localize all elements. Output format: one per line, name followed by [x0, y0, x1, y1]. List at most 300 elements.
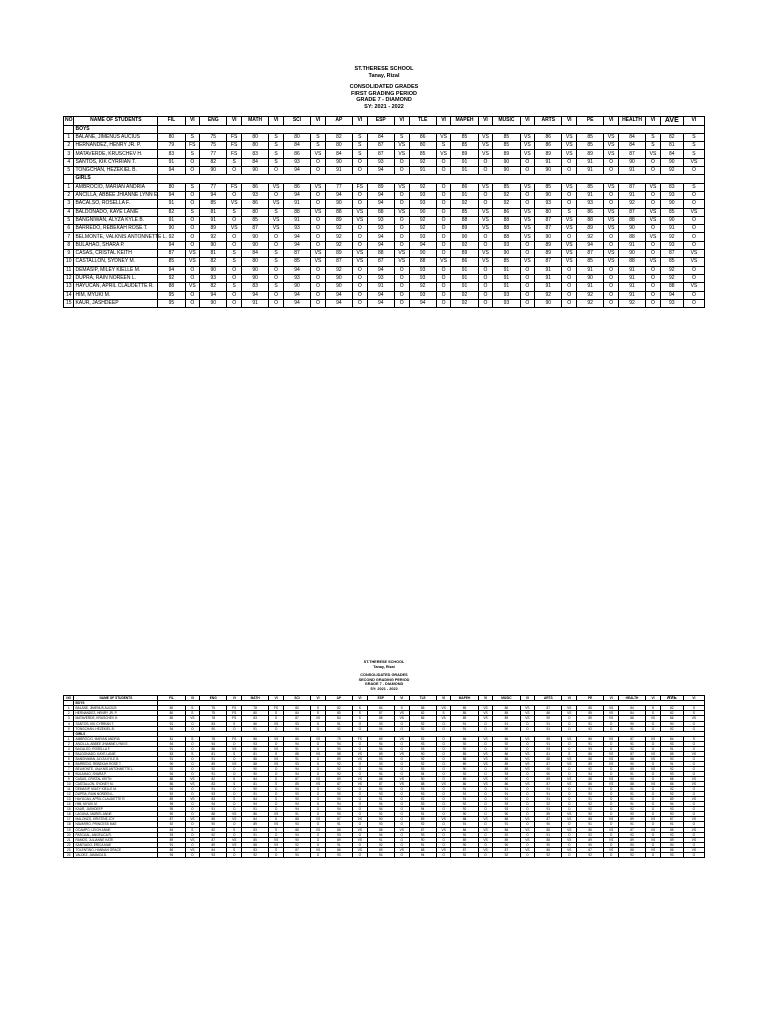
grade-cell: 94 — [577, 241, 604, 249]
grade-cell: VS — [311, 777, 326, 782]
grade-cell: S — [227, 782, 242, 787]
grade-cell: 90 — [325, 158, 352, 166]
grade-cell: 93 — [493, 802, 520, 807]
grade-cell: 87 — [325, 782, 352, 787]
grade-cell: 94 — [367, 167, 394, 175]
grade-cell: O — [185, 812, 200, 817]
grade-cell: 93 — [409, 200, 436, 208]
average-cell: 83 — [660, 183, 683, 191]
average-vi-cell: VS — [683, 847, 704, 852]
grade-cell: 88 — [493, 756, 520, 761]
grade-cell: 93 — [493, 807, 520, 812]
grade-cell: 84 — [367, 706, 394, 711]
grade-cell: VS — [353, 847, 368, 852]
average-cell: 93 — [660, 299, 683, 307]
grade-cell: O — [604, 746, 619, 751]
grade-cell: 91 — [283, 746, 310, 751]
grade-cell: 86 — [451, 183, 478, 191]
grade-cell: 91 — [158, 216, 185, 224]
grade-cell: VS — [394, 150, 409, 158]
grade-cell: O — [185, 741, 200, 746]
grade-cell: 88 — [325, 208, 352, 216]
grade-cell: FS — [227, 133, 242, 141]
grade-cell: 83 — [242, 716, 269, 721]
grade-cell: VS — [646, 817, 661, 822]
grade-cell: 95 — [158, 299, 185, 307]
grade-cell: O — [646, 721, 661, 726]
grade-cell: O — [311, 233, 326, 241]
average-cell: 88 — [660, 777, 683, 782]
grade-cell: 89 — [325, 250, 352, 258]
grade-cell: O — [353, 158, 368, 166]
grade-cell: O — [604, 200, 619, 208]
col-header-subject: VI — [646, 696, 661, 701]
grade-cell: VS — [478, 847, 493, 852]
grade-cell: VS — [394, 716, 409, 721]
student-name: CASTALLON, SYDNEY M. — [74, 258, 158, 266]
grade-cell: VS — [436, 782, 451, 787]
grade-cell: 86 — [493, 751, 520, 756]
grade-cell: O — [646, 225, 661, 233]
grade-cell: 88 — [409, 782, 436, 787]
grade-cell: 91 — [409, 167, 436, 175]
student-row — [64, 266, 705, 274]
col-header-subject: HEALTH — [618, 696, 645, 701]
section-filler — [158, 125, 705, 133]
grade-cell: 86 — [283, 736, 310, 741]
grade-cell: 91 — [618, 167, 645, 175]
col-header-subject: VI — [604, 696, 619, 701]
grade-cell: VS — [520, 142, 535, 150]
col-header-subject: VI — [562, 696, 577, 701]
grade-cell: O — [353, 200, 368, 208]
grade-cell: O — [185, 225, 200, 233]
grade-cell: O — [436, 167, 451, 175]
grade-cell: O — [436, 771, 451, 776]
grade-cell: 88 — [409, 258, 436, 266]
grade-cell: 80 — [242, 208, 269, 216]
grade-cell: 87 — [535, 258, 562, 266]
grade-cell: O — [353, 802, 368, 807]
grade-cell: VS — [604, 751, 619, 756]
average-cell: 82 — [660, 706, 683, 711]
grade-cell: 84 — [242, 777, 269, 782]
col-header-subject: ENG — [200, 696, 227, 701]
grade-cell: 87 — [367, 782, 394, 787]
grade-cell: O — [311, 726, 326, 731]
grade-cell: O — [436, 792, 451, 797]
student-row — [64, 200, 705, 208]
student-row — [64, 852, 705, 857]
grade-cell: O — [520, 191, 535, 199]
grade-cell: 83 — [242, 283, 269, 291]
average-vi-cell: O — [683, 766, 704, 771]
grade-cell: 86 — [451, 736, 478, 741]
grade-cell: O — [311, 832, 326, 837]
grade-cell: O — [520, 250, 535, 258]
student-no: 5 — [64, 726, 74, 731]
grade-cell: 94 — [283, 299, 310, 307]
grade-cell: 94 — [367, 787, 394, 792]
grade-cell: O — [562, 802, 577, 807]
student-no: 3 — [64, 150, 74, 158]
grade-cell: S — [185, 150, 200, 158]
grade-cell: VS — [353, 827, 368, 832]
grade-cell: 87 — [493, 847, 520, 852]
grade-cell: O — [394, 266, 409, 274]
average-vi-cell: O — [683, 802, 704, 807]
grade-cell: O — [269, 167, 284, 175]
student-name: PASCUAL, ANGELICA R. — [74, 832, 158, 837]
grade-cell: O — [646, 787, 661, 792]
grade-cell: O — [311, 842, 326, 847]
grade-cell: 93 — [409, 274, 436, 282]
grade-cell: 92 — [493, 832, 520, 837]
grade-cell: 94 — [200, 741, 227, 746]
grade-cell: 90 — [535, 766, 562, 771]
grade-cell: VS — [646, 756, 661, 761]
grade-cell: VS — [394, 250, 409, 258]
average-cell: 92 — [660, 792, 683, 797]
student-name: KAUR, JASHDEEP — [74, 807, 158, 812]
grade-cell: 89 — [325, 756, 352, 761]
grade-cell: VS — [394, 183, 409, 191]
grade-cell: 83 — [200, 797, 227, 802]
grade-cell: O — [562, 832, 577, 837]
grade-cell: 93 — [367, 274, 394, 282]
grade-cell: VS — [604, 817, 619, 822]
grade-cell: O — [185, 726, 200, 731]
grade-cell: O — [185, 299, 200, 307]
grade-cell: O — [436, 225, 451, 233]
grade-cell: O — [185, 233, 200, 241]
grade-cell: VS — [562, 225, 577, 233]
grade-cell: 91 — [493, 721, 520, 726]
grade-cell: 81 — [200, 208, 227, 216]
grade-cell: 91 — [493, 266, 520, 274]
grade-cell: 84 — [618, 706, 645, 711]
grade-cell: VS — [311, 751, 326, 756]
grade-cell: 91 — [242, 807, 269, 812]
student-name: NAVARRO, PRINCESS MAE — [74, 822, 158, 827]
grade-cell: VS — [478, 736, 493, 741]
student-name: SANTOS, KIK CYRRIAN T. — [74, 158, 158, 166]
grade-cell: 93 — [283, 822, 310, 827]
grade-cell: 75 — [200, 706, 227, 711]
student-row — [64, 142, 705, 150]
grade-cell: VS — [520, 133, 535, 141]
grade-cell: O — [394, 837, 409, 842]
grade-cell: VS — [311, 827, 326, 832]
grade-cell: VS — [562, 711, 577, 716]
grade-cell: 92 — [367, 812, 394, 817]
grade-cell: 92 — [493, 191, 520, 199]
grade-cell: VS — [269, 812, 284, 817]
grade-cell: 90 — [200, 167, 227, 175]
average-cell: 82 — [660, 133, 683, 141]
grade-cell: O — [185, 822, 200, 827]
grade-cell: O — [436, 852, 451, 857]
grade-cell: 88 — [200, 812, 227, 817]
grade-cell: VS — [520, 766, 535, 771]
grade-cell: 88 — [367, 777, 394, 782]
average-cell: 86 — [660, 847, 683, 852]
col-header-subject: MATH — [242, 116, 269, 125]
grade-cell: 90 — [618, 842, 645, 847]
grade-cell: 91 — [618, 274, 645, 282]
grade-cell: O — [394, 787, 409, 792]
student-name: BACALSO, ROSELLA F. — [74, 746, 158, 751]
grade-cell: 93 — [577, 200, 604, 208]
grade-cell: VS — [478, 225, 493, 233]
grade-cell: VS — [520, 837, 535, 842]
student-no: 13 — [64, 797, 74, 802]
grade-cell: 89 — [367, 736, 394, 741]
grade-cell: FS — [353, 183, 368, 191]
grade-cell: 86 — [493, 827, 520, 832]
average-vi-cell: O — [683, 167, 704, 175]
average-vi-cell: VS — [683, 777, 704, 782]
average-cell: 90 — [660, 756, 683, 761]
student-no: 2 — [64, 142, 74, 150]
school-year: SY: 2021 - 2022 — [364, 103, 404, 110]
grade-cell: 90 — [618, 225, 645, 233]
grade-cell: O — [353, 721, 368, 726]
grade-cell: O — [604, 807, 619, 812]
grade-cell: O — [353, 832, 368, 837]
grade-cell: S — [227, 797, 242, 802]
grade-cell: 91 — [158, 746, 185, 751]
grade-cell: 91 — [283, 200, 310, 208]
grade-cell: VS — [185, 817, 200, 822]
grade-cell: O — [646, 746, 661, 751]
grade-cell: S — [185, 751, 200, 756]
grade-cell: 91 — [618, 283, 645, 291]
grade-cell: 89 — [451, 777, 478, 782]
grade-cell: 84 — [242, 817, 269, 822]
average-cell: 84 — [660, 736, 683, 741]
grade-cell: O — [604, 771, 619, 776]
grade-cell: 80 — [158, 183, 185, 191]
grade-cell: 88 — [158, 777, 185, 782]
grade-cell: O — [269, 807, 284, 812]
student-no: 22 — [64, 842, 74, 847]
grade-cell: 92 — [451, 852, 478, 857]
grade-cell: 91 — [493, 274, 520, 282]
grade-cell: 86 — [493, 706, 520, 711]
grade-cell: 85 — [577, 183, 604, 191]
grade-cell: 90 — [367, 817, 394, 822]
grade-cell: 80 — [158, 133, 185, 141]
grade-cell: 88 — [283, 751, 310, 756]
average-vi-cell: VS — [683, 158, 704, 166]
student-row — [64, 158, 705, 166]
grade-cell: 89 — [367, 183, 394, 191]
grade-cell: O — [436, 274, 451, 282]
grade-cell: S — [353, 706, 368, 711]
average-vi-cell: O — [683, 842, 704, 847]
grade-cell: 87 — [367, 150, 394, 158]
grade-cell: 84 — [242, 158, 269, 166]
grade-cell: 93 — [367, 225, 394, 233]
grade-cell: O — [562, 200, 577, 208]
grade-cell: 85 — [451, 706, 478, 711]
grade-cell: VS — [269, 837, 284, 842]
col-header-no: NO — [65, 117, 73, 124]
school-location: Tanay, Rizal — [373, 664, 395, 669]
grade-cell: 84 — [618, 133, 645, 141]
grade-cell: O — [478, 787, 493, 792]
grade-cell: 90 — [200, 822, 227, 827]
student-no: 14 — [64, 291, 74, 299]
col-header-ave: AVE — [660, 696, 683, 701]
grade-cell: 85 — [577, 133, 604, 141]
grade-cell: 86 — [577, 782, 604, 787]
grade-cell: 87 — [451, 847, 478, 852]
grade-cell: 91 — [577, 741, 604, 746]
grade-cell: S — [394, 133, 409, 141]
student-no: 16 — [64, 812, 74, 817]
grade-cell: 94 — [200, 802, 227, 807]
grade-cell: 90 — [493, 158, 520, 166]
grade-cell: 94 — [283, 233, 310, 241]
grade-cell: 89 — [618, 766, 645, 771]
grade-cell: O — [269, 802, 284, 807]
grade-cell: 92 — [577, 766, 604, 771]
grade-cell: S — [269, 777, 284, 782]
grade-cell: O — [353, 726, 368, 731]
grade-cell: 92 — [200, 233, 227, 241]
grade-cell: VS — [604, 150, 619, 158]
grade-cell: 85 — [577, 142, 604, 150]
student-name: BALANE, JIMENUS AUCIUS — [74, 706, 158, 711]
grade-cell: 90 — [325, 812, 352, 817]
grade-cell: VS — [562, 133, 577, 141]
student-name: BANGNIWAN, ALYZA KYLE B. — [74, 756, 158, 761]
grade-cell: O — [311, 822, 326, 827]
grade-cell: 86 — [242, 812, 269, 817]
grade-cell: O — [353, 233, 368, 241]
grade-cell: 94 — [200, 291, 227, 299]
student-row — [64, 191, 705, 199]
grade-cell: O — [604, 741, 619, 746]
student-name: ANCILLA, ABBEE JHIANNE LYNN E. — [75, 192, 159, 199]
grade-cell: O — [311, 299, 326, 307]
grade-cell: VS — [604, 736, 619, 741]
grade-cell: 92 — [493, 852, 520, 857]
grade-cell: 85 — [242, 837, 269, 842]
grade-cell: 90 — [577, 792, 604, 797]
grade-cell: 88 — [535, 837, 562, 842]
grade-cell: 90 — [158, 225, 185, 233]
grade-cell: O — [478, 822, 493, 827]
grade-cell: 84 — [200, 847, 227, 852]
student-no: 19 — [64, 827, 74, 832]
grade-cell: O — [478, 797, 493, 802]
grade-cell: 89 — [577, 716, 604, 721]
col-header-subject: ENG — [200, 116, 227, 125]
grade-cell: 91 — [577, 167, 604, 175]
grade-cell: O — [646, 797, 661, 802]
grade-cell: 90 — [618, 721, 645, 726]
grade-cell: 91 — [283, 812, 310, 817]
grade-cell: 92 — [451, 746, 478, 751]
grade-cell: VS — [311, 150, 326, 158]
col-header-subject: VI — [353, 116, 368, 125]
grade-cell: O — [311, 241, 326, 249]
grade-cell: VS — [185, 716, 200, 721]
grade-cell: VS — [353, 751, 368, 756]
grade-cell: 93 — [493, 241, 520, 249]
grade-cell: O — [520, 200, 535, 208]
grade-cell: 83 — [200, 721, 227, 726]
grade-cell: 90 — [158, 812, 185, 817]
average-vi-cell: VS — [683, 837, 704, 842]
grade-cell: 94 — [409, 241, 436, 249]
grade-cell: O — [353, 792, 368, 797]
grade-cell: 91 — [451, 792, 478, 797]
grade-cell: VS — [311, 250, 326, 258]
grade-cell: O — [394, 741, 409, 746]
grade-cell: O — [394, 807, 409, 812]
grade-cell: O — [562, 766, 577, 771]
grade-cell: VS — [394, 711, 409, 716]
student-no: 7 — [64, 233, 74, 241]
grade-cell: 94 — [158, 241, 185, 249]
col-header-subject: VI — [185, 696, 200, 701]
grade-cell: O — [478, 241, 493, 249]
average-cell: 91 — [660, 746, 683, 751]
grade-cell: O — [311, 812, 326, 817]
col-header-subject: VI — [185, 116, 200, 125]
grade-cell: VS — [185, 777, 200, 782]
grade-cell: 83 — [242, 847, 269, 852]
grade-cell: VS — [562, 812, 577, 817]
grade-cell: O — [478, 792, 493, 797]
grade-cell: 91 — [535, 266, 562, 274]
student-no: 2 — [64, 711, 74, 716]
grade-cell: 94 — [158, 741, 185, 746]
grade-cell: 83 — [242, 150, 269, 158]
grade-cell: O — [311, 807, 326, 812]
grade-cell: O — [394, 812, 409, 817]
grade-cell: VS — [478, 782, 493, 787]
grade-cell: 90 — [242, 266, 269, 274]
grade-cell: VS — [227, 812, 242, 817]
student-name: DEMASIP, MILEY KIELLE M. — [74, 266, 158, 274]
grade-cell: 90 — [409, 751, 436, 756]
grade-cell: VS — [394, 142, 409, 150]
grade-cell: 86 — [493, 782, 520, 787]
grade-cell: 91 — [493, 797, 520, 802]
student-row — [64, 241, 705, 249]
grade-cell: 90 — [283, 797, 310, 802]
grade-cell: 88 — [577, 777, 604, 782]
grade-cell: VS — [562, 756, 577, 761]
grade-cell: 88 — [367, 716, 394, 721]
grade-cell: 91 — [325, 842, 352, 847]
grade-cell: 94 — [325, 299, 352, 307]
grade-cell: O — [353, 241, 368, 249]
section-label: GIRLS — [74, 731, 158, 736]
grade-cell: O — [269, 241, 284, 249]
grade-cell: 80 — [158, 706, 185, 711]
grade-cell: O — [604, 191, 619, 199]
grade-cell: 92 — [409, 183, 436, 191]
grade-cell: VS — [562, 817, 577, 822]
grade-cell: 95 — [158, 802, 185, 807]
grade-cell: 88 — [451, 817, 478, 822]
